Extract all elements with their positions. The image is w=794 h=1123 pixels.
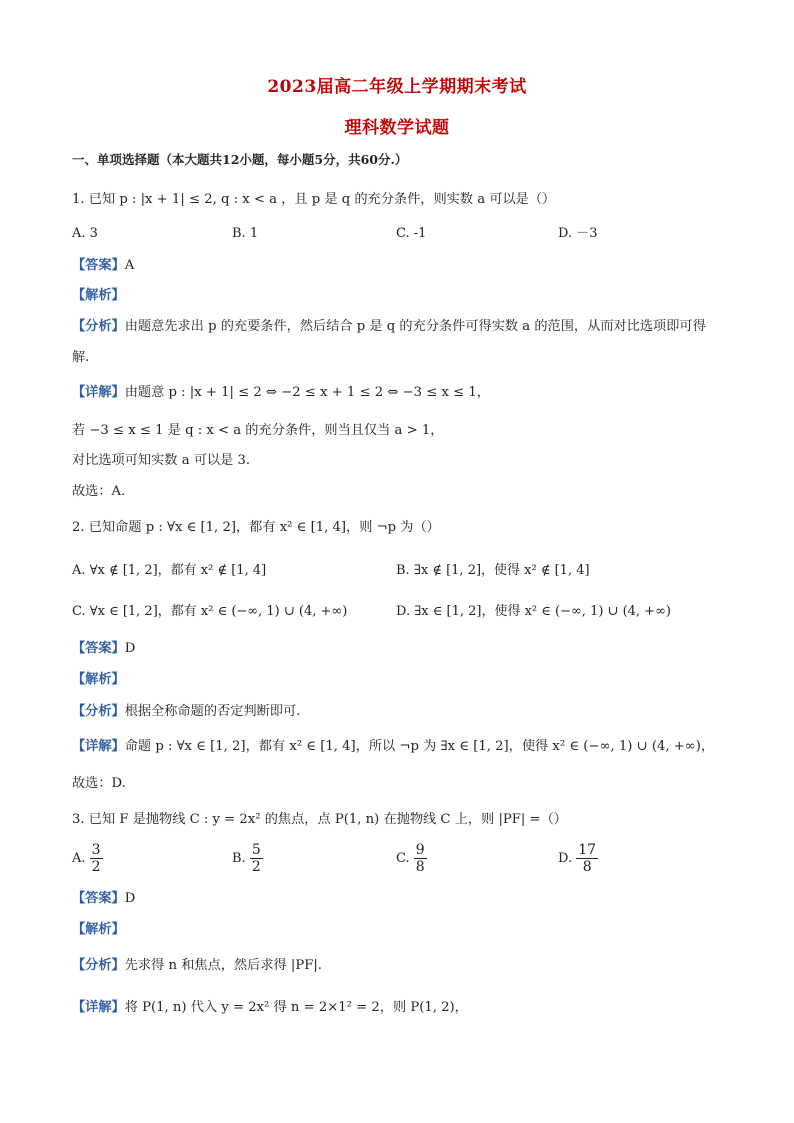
q1-analysis [72, 286, 125, 306]
q3-detail [72, 998, 468, 1018]
denominator: 2 [91, 859, 101, 875]
section-heading: 一、单项选择题（本大题共12小题，每小题5分，共60分.） [72, 152, 408, 167]
q3-analysis [72, 920, 125, 940]
analysis-label: 【解析】 [72, 922, 125, 937]
q3-option-b [232, 842, 263, 875]
q3-detail-text: 将 P(1, n) 代入 y = 2x² 得 n = 2×1² = 2，则 P(1, 2)， [124, 1000, 468, 1015]
q1-choice: 故选：A. [72, 484, 126, 499]
q3-answer [72, 889, 135, 909]
denominator: 2 [251, 859, 261, 875]
q2-option-b: B. ∃x ∉ [1, 2]，使得 x² ∉ [1, 4] [396, 563, 590, 578]
q1-detail-text: 由题意 p : |x + 1| ≤ 2 ⇔ −2 ≤ x + 1 ≤ 2 ⇔ −3 ≤ x ≤ 1， [124, 385, 490, 400]
q3-option-d-fraction [576, 842, 598, 875]
q3-option-d-letter: D. [558, 851, 573, 866]
q2-fenxi-text: 根据全称命题的否定判断即可. [124, 704, 301, 719]
q3-option-c-letter: C. [396, 851, 410, 866]
q2-answer [72, 639, 135, 659]
analysis-label: 【解析】 [72, 288, 125, 303]
q2-detail-text: 命题 p : ∀x ∈ [1, 2]，都有 x² ∈ [1, 4]，所以 ¬p 为 ∃x ∈ [1, 2]，使得 x² ∈ (−∞, 1) ∪ (4, +∞)， [124, 739, 715, 754]
q3-option-a-fraction [90, 842, 103, 875]
q2-choice: 故选：D. [72, 776, 126, 791]
xiangjie-label: 【详解】 [72, 385, 125, 400]
q3-fenxi-text: 先求得 n 和焦点，然后求得 |PF|. [124, 958, 322, 973]
q1-answer-value: A [124, 258, 135, 273]
q2-detail [72, 737, 714, 757]
q1-answer [72, 256, 134, 276]
answer-label: 【答案】 [72, 891, 125, 906]
numerator: 17 [578, 842, 597, 858]
numerator: 5 [251, 842, 261, 858]
analysis-label: 【解析】 [72, 672, 125, 687]
q1-stem: 1. 已知 p : |x + 1| ≤ 2, q : x < a ，且 p 是 q 的充分条件，则实数 a 可以是（） [72, 192, 556, 207]
q3-option-b-letter: B. [232, 851, 246, 866]
fenxi-label: 【分析】 [72, 704, 125, 719]
xiangjie-label: 【详解】 [72, 739, 125, 754]
q3-stem: 3. 已知 F 是抛物线 C : y = 2x² 的焦点，点 P(1, n) 在抛物线 C 上，则 |PF| =（） [72, 812, 567, 827]
denominator: 8 [415, 859, 425, 875]
q1-fenxi-cont: 解. [72, 350, 90, 365]
q3-option-b-fraction [250, 842, 263, 875]
q1-detail-3: 对比选项可知实数 a 可以是 3. [72, 453, 251, 468]
q1-option-c: C. -1 [396, 226, 427, 241]
q1-fenxi [72, 317, 706, 337]
q2-stem: 2. 已知命题 p : ∀x ∈ [1, 2]，都有 x² ∈ [1, 4]，则 ¬p 为（） [72, 520, 440, 535]
denominator: 8 [582, 859, 592, 875]
q1-detail-2: 若 −3 ≤ x ≤ 1 是 q : x < a 的充分条件，则当且仅当 a > 1， [72, 423, 444, 438]
q3-option-a-letter: A. [72, 851, 86, 866]
q3-fenxi [72, 956, 322, 976]
numerator: 3 [91, 842, 101, 858]
answer-label: 【答案】 [72, 258, 125, 273]
q2-option-d: D. ∃x ∈ [1, 2]，使得 x² ∈ (−∞, 1) ∪ (4, +∞) [396, 604, 671, 619]
q2-option-a: A. ∀x ∉ [1, 2]，都有 x² ∉ [1, 4] [72, 563, 267, 578]
q2-option-c: C. ∀x ∈ [1, 2]，都有 x² ∈ (−∞, 1) ∪ (4, +∞) [72, 604, 348, 619]
xiangjie-label: 【详解】 [72, 1000, 125, 1015]
q1-option-a: A. 3 [72, 226, 98, 241]
q3-answer-value: D [124, 891, 136, 906]
numerator: 9 [415, 842, 425, 858]
q2-analysis [72, 670, 125, 690]
fenxi-label: 【分析】 [72, 319, 125, 334]
q3-option-d [558, 842, 598, 875]
q2-answer-value: D [124, 641, 136, 656]
q3-option-c [396, 842, 427, 875]
q1-option-d: D. －3 [558, 226, 598, 241]
q3-option-c-fraction [414, 842, 427, 875]
q1-detail [72, 383, 490, 403]
document-title: 2023届高二年级上学期期末考试 [267, 77, 527, 97]
document-subtitle: 理科数学试题 [344, 118, 450, 138]
q1-fenxi-text: 由题意先求出 p 的充要条件，然后结合 p 是 q 的充分条件可得实数 a 的范围，从而对比选项即可得 [124, 319, 706, 334]
q2-fenxi [72, 702, 300, 722]
answer-label: 【答案】 [72, 641, 125, 656]
q3-option-a [72, 842, 103, 875]
fenxi-label: 【分析】 [72, 958, 125, 973]
q1-option-b: B. 1 [232, 226, 259, 241]
